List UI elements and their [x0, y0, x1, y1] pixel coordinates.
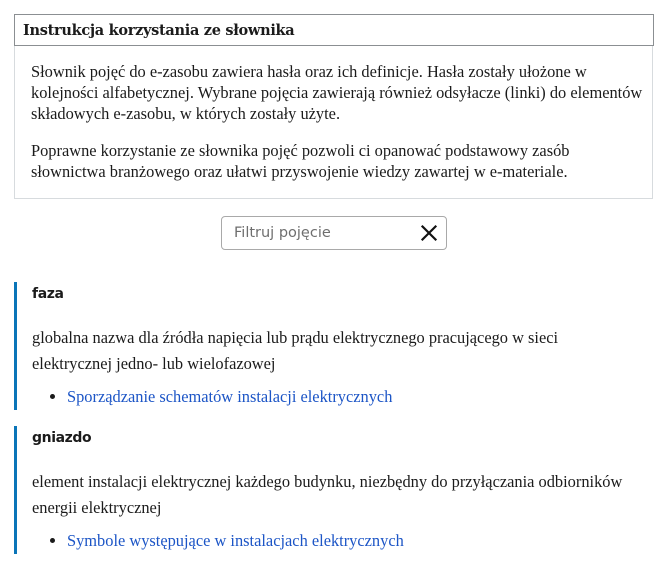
related-link[interactable]: Sporządzanie schematów instalacji elektrycznych — [67, 387, 393, 406]
filter-field — [221, 216, 447, 250]
related-link-item — [67, 386, 392, 408]
instructions-paragraph: Poprawne korzystanie ze słownika pojęć pozwoli ci opanować podstawowy zasób słownictwa branżowego oraz ułatwi przyswojenie wiedzy zawartej w e-materiale. — [31, 141, 570, 181]
dictionary-instructions-panel — [14, 14, 653, 199]
glossary-term: faza — [32, 286, 64, 302]
related-link-item — [67, 530, 404, 552]
glossary-term: gniazdo — [32, 430, 92, 446]
related-link[interactable]: Symbole występujące w instalacjach elektrycznych — [67, 531, 404, 550]
instructions-paragraph: Słownik pojęć do e-zasobu zawiera hasła oraz ich definicje. Hasła zostały ułożone w kolejności alfabetycznej. Wybrane pojęcia zawierają również odsyłacze (linki) do elementów składowych e-zasobu, w których zostały użyte. — [31, 62, 643, 123]
glossary-entry — [14, 426, 654, 554]
glossary-definition: element instalacji elektrycznej każdego budynku, niezbędny do przyłączania odbiorników energii elektrycznej — [32, 472, 623, 517]
related-links-list — [32, 530, 404, 552]
glossary-definition: globalna nazwa dla źródła napięcia lub prądu elektrycznego pracującego w sieci elektrycznej jedno- lub wielofazowej — [32, 328, 559, 373]
close-icon — [420, 224, 438, 242]
glossary-entry — [14, 282, 654, 410]
clear-filter-button[interactable] — [420, 224, 438, 242]
instructions-title: Instrukcja korzystania ze słownika — [14, 14, 654, 46]
related-links-list — [32, 386, 392, 408]
filter-term-input[interactable] — [223, 218, 424, 248]
instructions-body — [31, 61, 646, 182]
